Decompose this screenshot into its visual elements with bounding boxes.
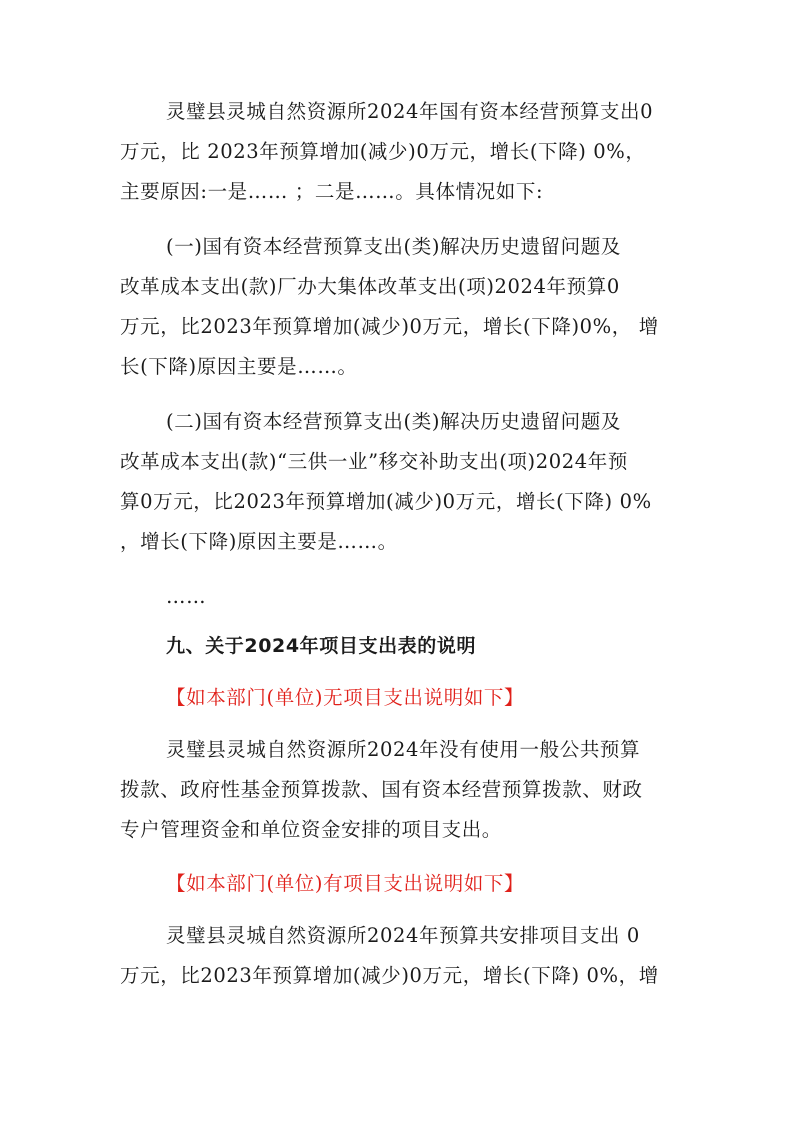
- item-2-line-1: (二)国有资本经营预算支出(类)解决历史遗留问题及: [166, 410, 621, 433]
- ellipsis: ……: [166, 585, 207, 608]
- item-1-line-1: (一)国有资本经营预算支出(类)解决历史遗留问题及: [166, 235, 621, 258]
- note-no-project-spending: 【如本部门(单位)无项目支出说明如下】: [166, 686, 525, 709]
- item-1-line-2: 改革成本支出(款)厂办大集体改革支出(项)2024年预算0: [120, 275, 620, 298]
- item-2-line-3: 算0万元，比2023年预算增加(减少)0万元，增长(下降) 0%: [120, 490, 652, 513]
- paragraph-1-line-1: 灵璧县灵城自然资源所2024年国有资本经营预算支出0: [166, 100, 654, 123]
- paragraph-project-line-2: 万元，比2023年预算增加(减少)0万元，增长(下降) 0%，增: [120, 964, 659, 987]
- paragraph-no-project-line-2: 拨款、政府性基金预算拨款、国有资本经营预算拨款、财政: [120, 778, 643, 801]
- item-1-line-3: 万元，比2023年预算增加(减少)0万元，增长(下降)0%， 增: [120, 315, 659, 338]
- paragraph-project-line-1: 灵璧县灵城自然资源所2024年预算共安排项目支出 0: [166, 924, 640, 947]
- item-2-line-2: 改革成本支出(款)“三供一业”移交补助支出(项)2024年预: [120, 450, 628, 473]
- paragraph-no-project-line-3: 专户管理资金和单位资金安排的项目支出。: [120, 818, 502, 841]
- section-heading: 九、关于2024年项目支出表的说明: [166, 635, 477, 657]
- note-has-project-spending: 【如本部门(单位)有项目支出说明如下】: [166, 872, 525, 895]
- paragraph-no-project-line-1: 灵璧县灵城自然资源所2024年没有使用一般公共预算: [166, 738, 641, 761]
- item-1-line-4: 长(下降)原因主要是……。: [120, 355, 358, 378]
- item-2-line-4: ，增长(下降)原因主要是……。: [120, 530, 398, 553]
- paragraph-1-line-3: 主要原因:一是…… ；二是……。具体情况如下:: [120, 180, 544, 203]
- paragraph-1-line-2: 万元，比 2023年预算增加(减少)0万元，增长(下降) 0%，: [120, 140, 646, 163]
